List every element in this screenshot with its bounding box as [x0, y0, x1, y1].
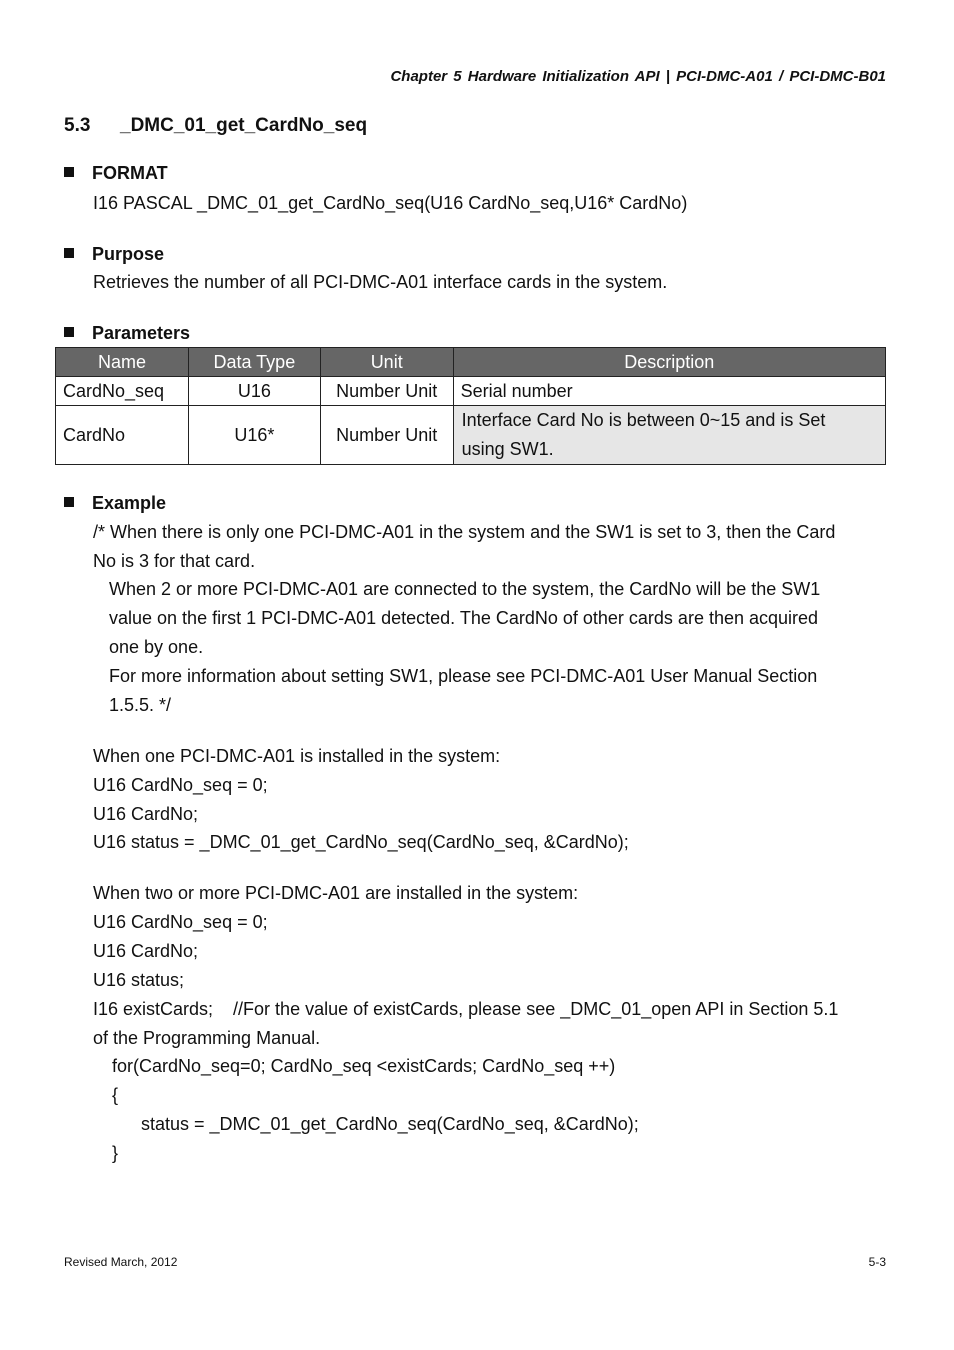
param-type: U16* — [188, 406, 320, 465]
code-line: } — [112, 1143, 119, 1163]
footer-revised: Revised March, 2012 — [64, 1255, 178, 1269]
column-header-name: Name — [56, 348, 189, 377]
code-line: U16 CardNo; — [93, 941, 199, 961]
code-line: I16 existCards; //For the value of existCards, please see _DMC_01_open API in Section 5.1 — [93, 999, 839, 1019]
code-line: When two or more PCI-DMC-A01 are installed in the system: — [93, 883, 579, 903]
example-comment-line: No is 3 for that card. — [93, 551, 256, 571]
param-description-line: Interface Card No is between 0~15 and is Set — [461, 410, 826, 430]
purpose-heading-label: Purpose — [92, 244, 165, 264]
format-signature: I16 PASCAL _DMC_01_get_CardNo_seq(U16 CardNo_seq,U16* CardNo) — [93, 193, 688, 213]
bullet-square-icon — [64, 248, 74, 258]
format-heading — [64, 163, 168, 184]
code-line: U16 CardNo; — [93, 804, 199, 824]
example-comment-line: value on the first 1 PCI-DMC-A01 detected. The CardNo of other cards are then acquired — [109, 608, 819, 628]
parameters-table — [55, 347, 886, 465]
section-heading — [64, 115, 367, 137]
purpose-heading — [64, 244, 164, 265]
purpose-text: Retrieves the number of all PCI-DMC-A01 interface cards in the system. — [93, 272, 668, 292]
param-description — [453, 406, 885, 465]
table-header-row — [56, 348, 886, 377]
example-comment-line: one by one. — [109, 637, 204, 657]
table-row — [56, 377, 886, 406]
code-line: status = _DMC_01_get_CardNo_seq(CardNo_seq, &CardNo); — [141, 1114, 639, 1134]
param-description: Serial number — [453, 377, 885, 406]
example-comment-line: 1.5.5. */ — [109, 695, 172, 715]
format-heading-label: FORMAT — [92, 163, 168, 183]
param-name: CardNo — [56, 406, 189, 465]
param-type: U16 — [188, 377, 320, 406]
param-description-line: using SW1. — [461, 439, 554, 459]
column-header-description: Description — [453, 348, 885, 377]
table-row — [56, 406, 886, 465]
bullet-square-icon — [64, 167, 74, 177]
section-number: 5.3 — [64, 115, 91, 136]
bullet-square-icon — [64, 497, 74, 507]
parameters-heading — [64, 323, 190, 344]
footer-page-number: 5-3 — [868, 1255, 886, 1269]
param-name: CardNo_seq — [56, 377, 189, 406]
example-comment-line: For more information about setting SW1, please see PCI-DMC-A01 User Manual Section — [109, 666, 818, 686]
code-line: of the Programming Manual. — [93, 1028, 321, 1048]
param-unit: Number Unit — [320, 406, 453, 465]
param-unit: Number Unit — [320, 377, 453, 406]
section-title: _DMC_01_get_CardNo_seq — [120, 115, 368, 136]
column-header-unit: Unit — [320, 348, 453, 377]
example-comment-line: When 2 or more PCI-DMC-A01 are connected to the system, the CardNo will be the SW1 — [109, 579, 821, 599]
code-line: U16 status; — [93, 970, 185, 990]
column-header-data-type: Data Type — [188, 348, 320, 377]
code-line: U16 status = _DMC_01_get_CardNo_seq(CardNo_seq, &CardNo); — [93, 832, 629, 852]
example-heading — [64, 493, 166, 514]
example-comment-line: /* When there is only one PCI-DMC-A01 in the system and the SW1 is set to 3, then the Card — [93, 522, 836, 542]
example-heading-label: Example — [92, 493, 167, 513]
parameters-heading-label: Parameters — [92, 323, 191, 343]
bullet-square-icon — [64, 327, 74, 337]
code-line: for(CardNo_seq=0; CardNo_seq <existCards; CardNo_seq ++) — [112, 1056, 616, 1076]
chapter-header: Chapter 5 Hardware Initialization API | PCI-DMC-A01 / PCI-DMC-B01 — [390, 68, 886, 85]
code-line: { — [112, 1085, 119, 1105]
code-line: When one PCI-DMC-A01 is installed in the system: — [93, 746, 501, 766]
code-line: U16 CardNo_seq = 0; — [93, 775, 268, 795]
code-line: U16 CardNo_seq = 0; — [93, 912, 268, 932]
